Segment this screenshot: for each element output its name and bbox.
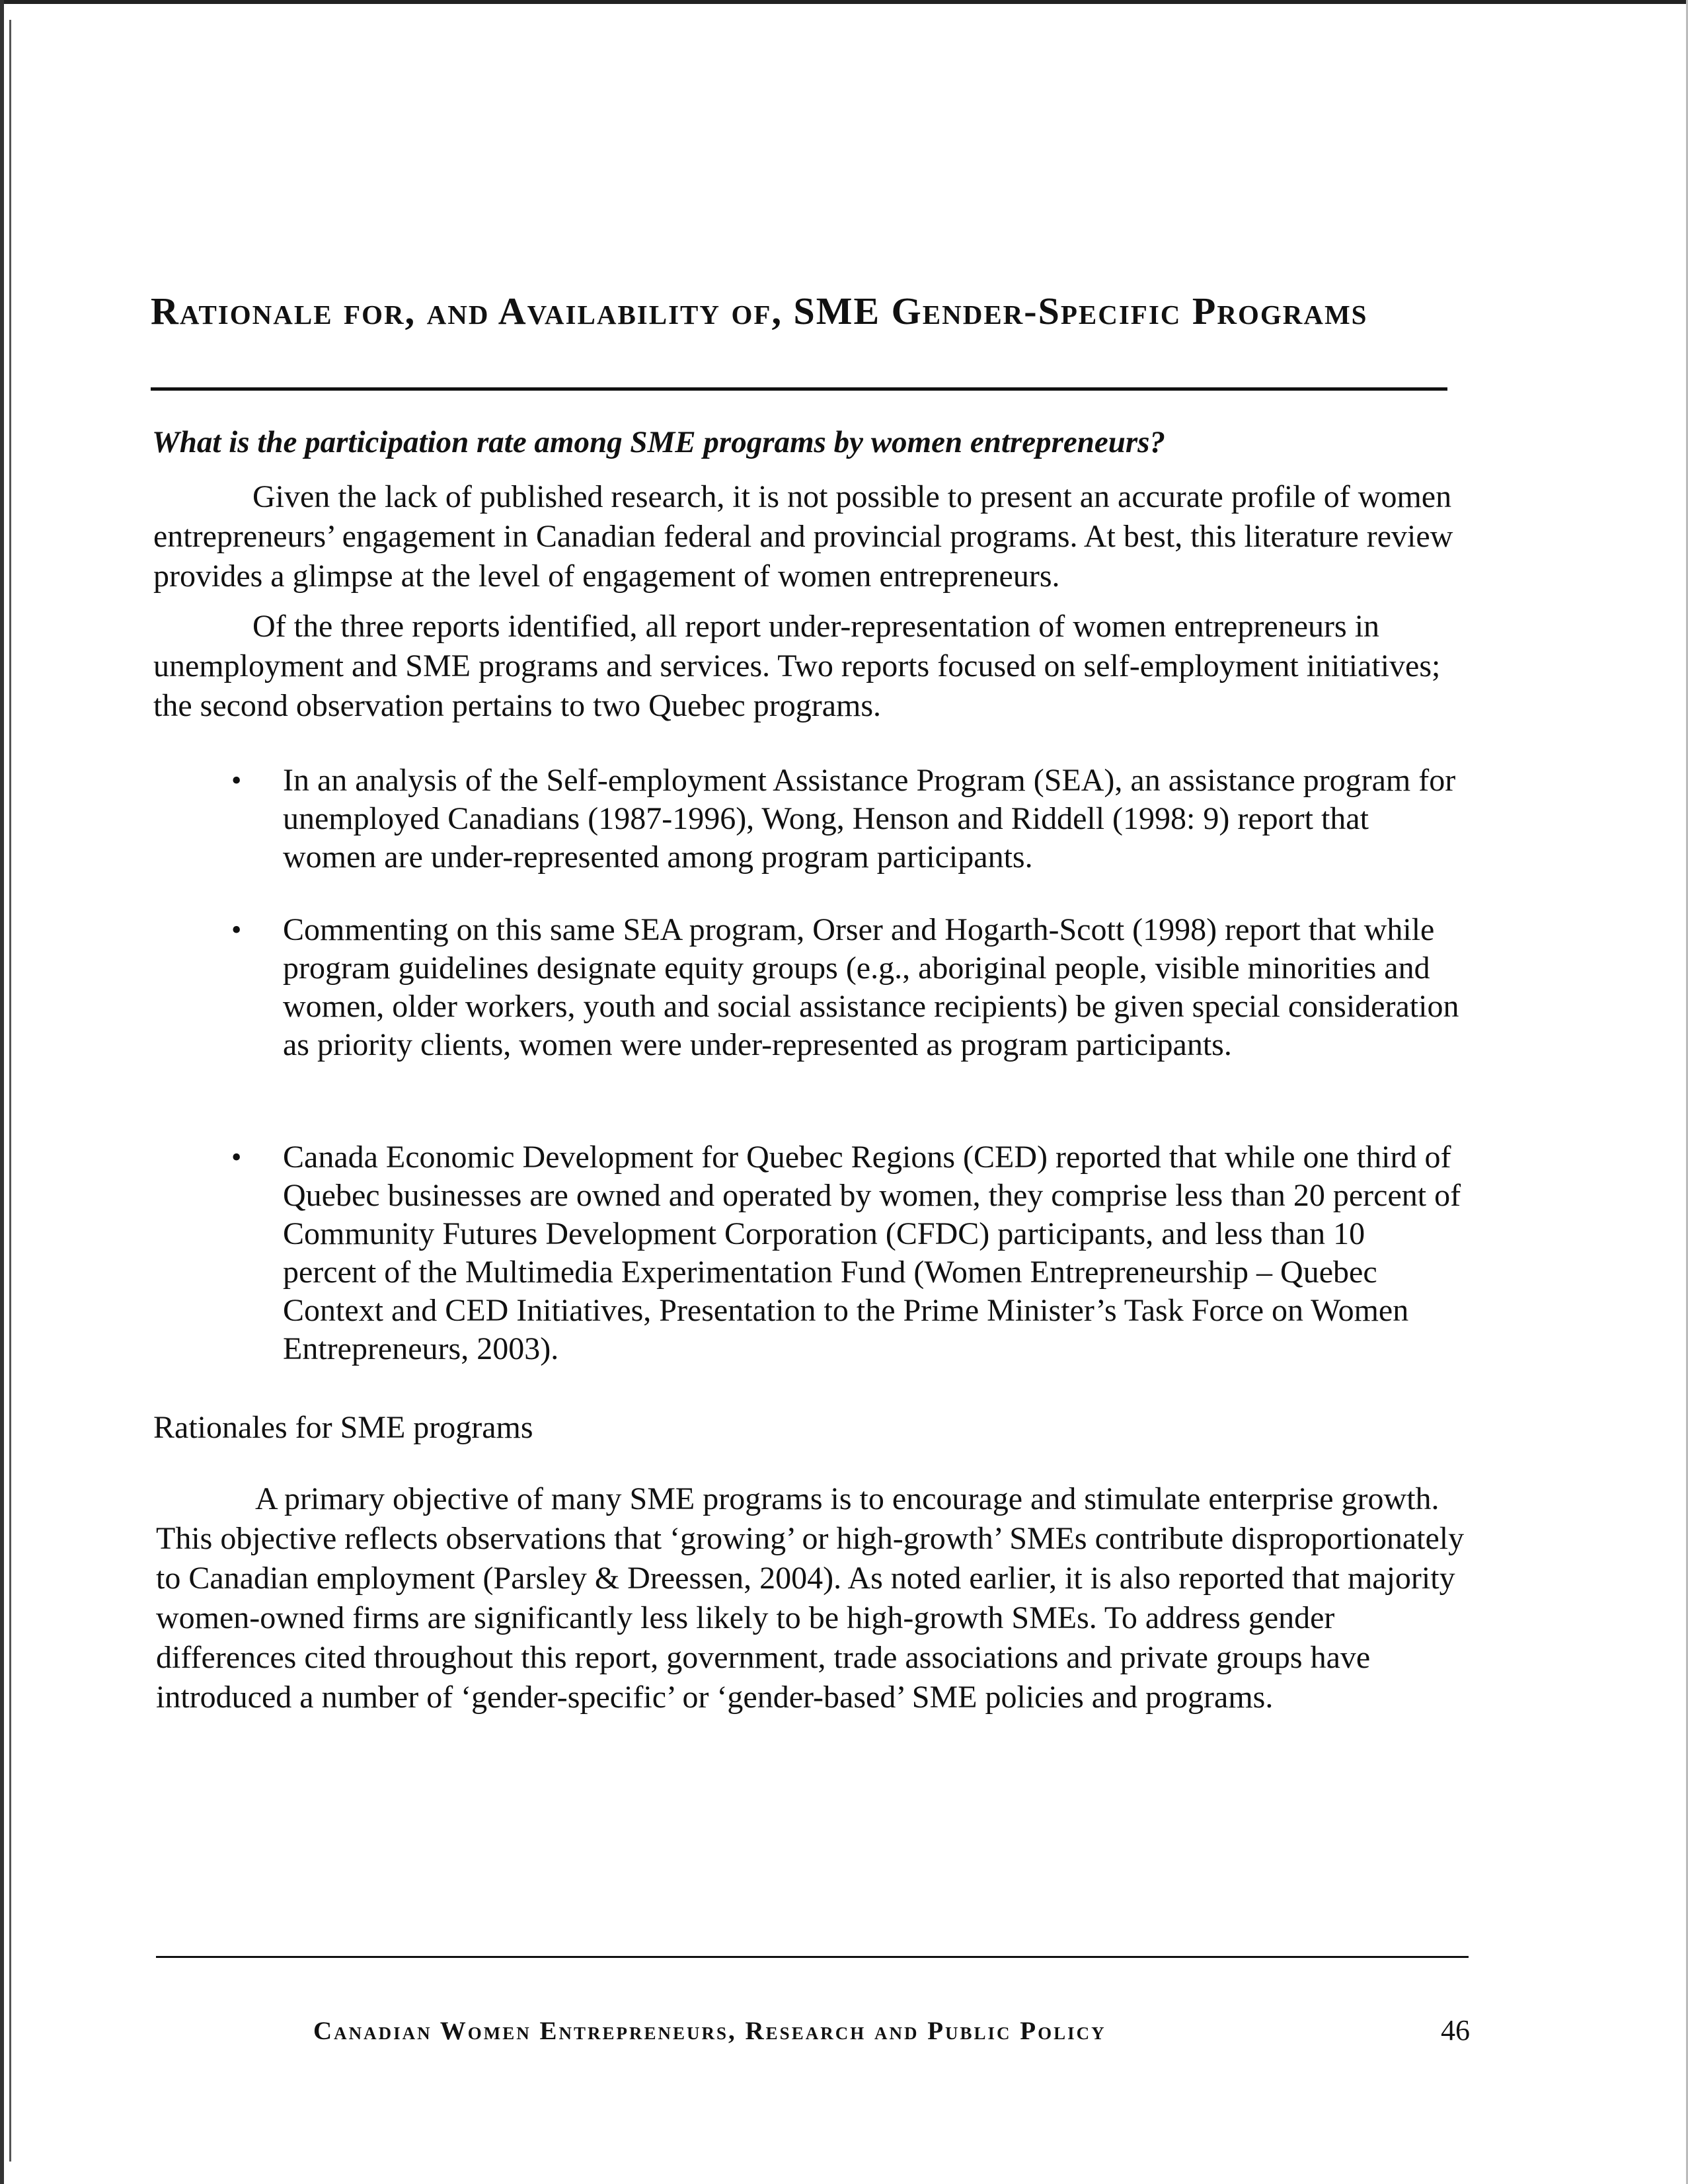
list-item: • Commenting on this same SEA program, Orser and Hogarth-Scott (1998) report that while program guidelines designate equity groups (e.g., aboriginal people, visible minorities and women, older workers, youth and social assistance recipients) be given special consideration as priority clients, women were under-represented as program participants. xyxy=(283,911,1466,1064)
paragraph-2: Of the three reports identified, all report under-representation of women entrepreneurs in unemployment and SME programs and services. Two reports focused on self-employment initiatives; the second observation pertains to two Quebec programs. xyxy=(153,609,1441,723)
scan-border-top xyxy=(0,0,1688,4)
page-number: 46 xyxy=(1441,2014,1470,2047)
section-title: Rationale for, and Availability of, SME Gender-Specific Programs xyxy=(151,290,1368,332)
subheading: Rationales for SME programs xyxy=(153,1410,533,1445)
scan-border-left xyxy=(0,0,4,2184)
paragraph-1: Given the lack of published research, it is not possible to present an accurate profile of women entrepreneurs’ engagement in Canadian federal and provincial programs. At best, this literature review provides a glimpse at the level of engagement of women entrepreneurs. xyxy=(153,479,1453,594)
footer-title: Canadian Women Entrepreneurs, Research and Public Policy xyxy=(313,2017,1106,2045)
paragraph-3: A primary objective of many SME programs is to encourage and stimulate enterprise growth. This objective reflects observations that ‘growing’ or high-growth’ SMEs contribute disproportionately to Canadian employment (Parsley & Dreessen, 2004). As noted earlier, it is also reported that majority women-owned firms are significantly less likely to be high-growth SMEs. To address gender differences cited throughout this report, government, trade associations and private groups have introduced a number of ‘gender-specific’ or ‘gender-based’ SME policies and programs. xyxy=(156,1481,1465,1715)
footer-rule xyxy=(156,1956,1469,1958)
list-item: • Canada Economic Development for Quebec Regions (CED) reported that while one third of Quebec businesses are owned and operated by women, they comprise less than 20 percent of Community Futures Development Corporation (CFDC) participants, and less than 10 percent of the Multimedia Experimentation Fund (Women Entrepreneurship – Quebec Context and CED Initiatives, Presentation to the Prime Minister’s Task Force on Women Entrepreneurs, 2003). xyxy=(283,1138,1466,1368)
list-item: • In an analysis of the Self-employment Assistance Program (SEA), an assistance program for unemployed Canadians (1987-1996), Wong, Henson and Riddell (1998: 9) report that women are under-represented among program participants. xyxy=(283,761,1466,877)
scan-border-left-inner xyxy=(9,20,11,2162)
section-question: What is the participation rate among SME programs by women entrepreneurs? xyxy=(152,425,1165,459)
title-underline xyxy=(151,387,1447,391)
